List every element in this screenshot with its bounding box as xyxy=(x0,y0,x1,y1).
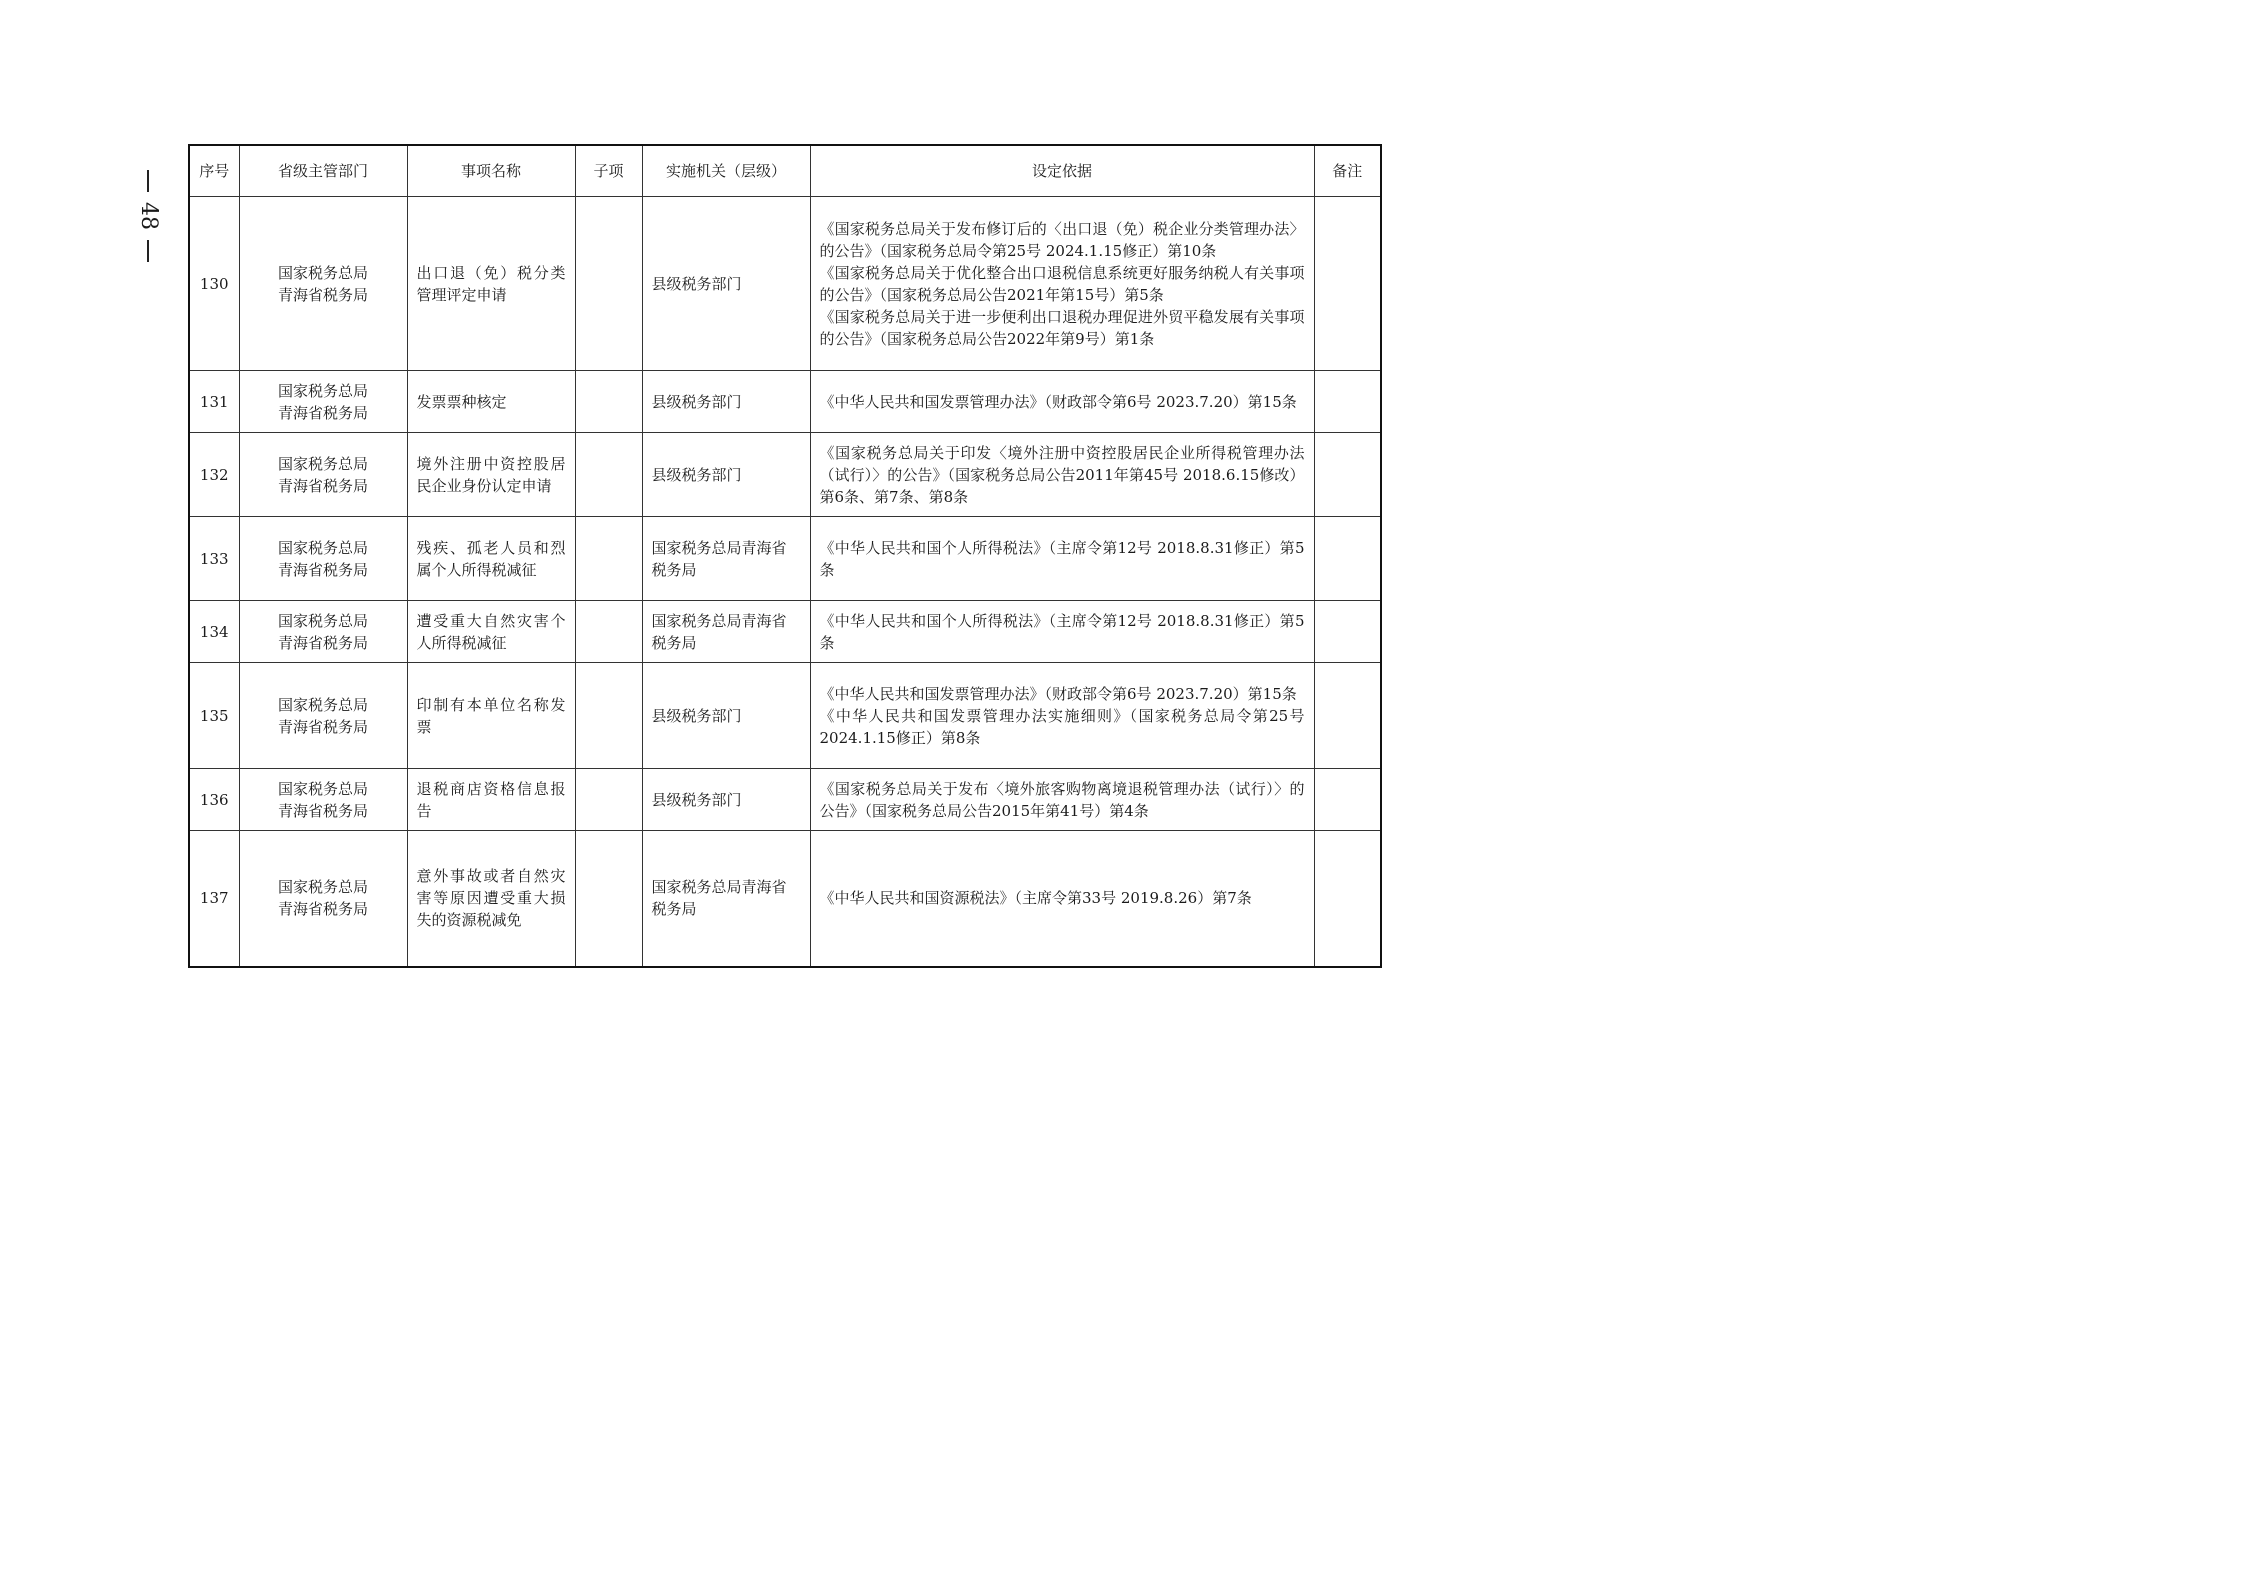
table-row xyxy=(189,433,1381,517)
cell-item: 意外事故或者自然灾害等原因遭受重大损失的资源税减免 xyxy=(407,831,575,967)
cell-sub xyxy=(575,197,642,371)
cell-agency: 县级税务部门 xyxy=(642,371,810,433)
cell-dept: 国家税务总局 青海省税务局 xyxy=(239,371,407,433)
header-item: 事项名称 xyxy=(407,145,575,197)
header-sub: 子项 xyxy=(575,145,642,197)
cell-basis: 《中华人民共和国发票管理办法》（财政部令第6号 2023.7.20）第15条 《中华人民共和国发票管理办法实施细则》（国家税务总局令第25号 2024.1.15修正）第8条 xyxy=(810,663,1314,769)
page-number xyxy=(137,170,159,280)
items-table xyxy=(188,144,1382,968)
header-dept: 省级主管部门 xyxy=(239,145,407,197)
cell-sub xyxy=(575,663,642,769)
cell-sub xyxy=(575,769,642,831)
header-seq: 序号 xyxy=(189,145,239,197)
cell-dept: 国家税务总局 青海省税务局 xyxy=(239,769,407,831)
cell-seq: 131 xyxy=(189,371,239,433)
cell-dept: 国家税务总局 青海省税务局 xyxy=(239,433,407,517)
cell-seq: 135 xyxy=(189,663,239,769)
page-number-dash-top xyxy=(147,170,149,192)
cell-basis: 《中华人民共和国个人所得税法》（主席令第12号 2018.8.31修正）第5条 xyxy=(810,601,1314,663)
header-note: 备注 xyxy=(1314,145,1381,197)
cell-dept: 国家税务总局 青海省税务局 xyxy=(239,517,407,601)
table-row xyxy=(189,197,1381,371)
cell-agency: 县级税务部门 xyxy=(642,663,810,769)
cell-item: 遭受重大自然灾害个人所得税减征 xyxy=(407,601,575,663)
cell-basis: 《中华人民共和国个人所得税法》（主席令第12号 2018.8.31修正）第5条 xyxy=(810,517,1314,601)
cell-agency: 国家税务总局青海省税务局 xyxy=(642,517,810,601)
cell-item: 出口退（免）税分类管理评定申请 xyxy=(407,197,575,371)
cell-seq: 136 xyxy=(189,769,239,831)
cell-sub xyxy=(575,831,642,967)
table-row xyxy=(189,601,1381,663)
cell-item: 境外注册中资控股居民企业身份认定申请 xyxy=(407,433,575,517)
cell-basis: 《国家税务总局关于发布修订后的〈出口退（免）税企业分类管理办法〉的公告》（国家税务总局令第25号 2024.1.15修正）第10条 《国家税务总局关于优化整合出口退税信息系统更好服务纳税人有关事项的公告》（国家税务总局公告2021年第15号）第5条 《国家税务总局关于进一步便利出口退税办理促进外贸平稳发展有关事项的公告》（国家税务总局公告2022年第9号）第1条 xyxy=(810,197,1314,371)
cell-sub xyxy=(575,601,642,663)
cell-seq: 132 xyxy=(189,433,239,517)
cell-agency: 国家税务总局青海省税务局 xyxy=(642,831,810,967)
cell-item: 退税商店资格信息报告 xyxy=(407,769,575,831)
cell-seq: 137 xyxy=(189,831,239,967)
page-number-dash-bottom xyxy=(147,240,149,262)
cell-agency: 国家税务总局青海省税务局 xyxy=(642,601,810,663)
cell-dept: 国家税务总局 青海省税务局 xyxy=(239,197,407,371)
cell-seq: 133 xyxy=(189,517,239,601)
cell-agency: 县级税务部门 xyxy=(642,433,810,517)
cell-item: 残疾、孤老人员和烈属个人所得税减征 xyxy=(407,517,575,601)
table-row xyxy=(189,371,1381,433)
cell-sub xyxy=(575,371,642,433)
cell-basis: 《国家税务总局关于发布〈境外旅客购物离境退税管理办法（试行）〉的公告》（国家税务总局公告2015年第41号）第4条 xyxy=(810,769,1314,831)
cell-seq: 130 xyxy=(189,197,239,371)
cell-dept: 国家税务总局 青海省税务局 xyxy=(239,663,407,769)
cell-item: 印制有本单位名称发票 xyxy=(407,663,575,769)
cell-seq: 134 xyxy=(189,601,239,663)
table-row xyxy=(189,831,1381,967)
cell-note xyxy=(1314,433,1381,517)
cell-basis: 《国家税务总局关于印发〈境外注册中资控股居民企业所得税管理办法（试行）〉的公告》（国家税务总局公告2011年第45号 2018.6.15修改）第6条、第7条、第8条 xyxy=(810,433,1314,517)
cell-note xyxy=(1314,831,1381,967)
cell-note xyxy=(1314,371,1381,433)
cell-note xyxy=(1314,517,1381,601)
cell-note xyxy=(1314,601,1381,663)
cell-dept: 国家税务总局 青海省税务局 xyxy=(239,601,407,663)
header-agency: 实施机关（层级） xyxy=(642,145,810,197)
page-number-value: 48 xyxy=(136,202,161,230)
cell-basis: 《中华人民共和国发票管理办法》（财政部令第6号 2023.7.20）第15条 xyxy=(810,371,1314,433)
cell-note xyxy=(1314,769,1381,831)
cell-item: 发票票种核定 xyxy=(407,371,575,433)
table-row xyxy=(189,663,1381,769)
cell-sub xyxy=(575,433,642,517)
cell-sub xyxy=(575,517,642,601)
cell-note xyxy=(1314,197,1381,371)
table-row xyxy=(189,517,1381,601)
cell-basis: 《中华人民共和国资源税法》（主席令第33号 2019.8.26）第7条 xyxy=(810,831,1314,967)
table-row xyxy=(189,769,1381,831)
cell-agency: 县级税务部门 xyxy=(642,769,810,831)
cell-note xyxy=(1314,663,1381,769)
header-basis: 设定依据 xyxy=(810,145,1314,197)
cell-agency: 县级税务部门 xyxy=(642,197,810,371)
cell-dept: 国家税务总局 青海省税务局 xyxy=(239,831,407,967)
table-header-row xyxy=(189,145,1381,197)
